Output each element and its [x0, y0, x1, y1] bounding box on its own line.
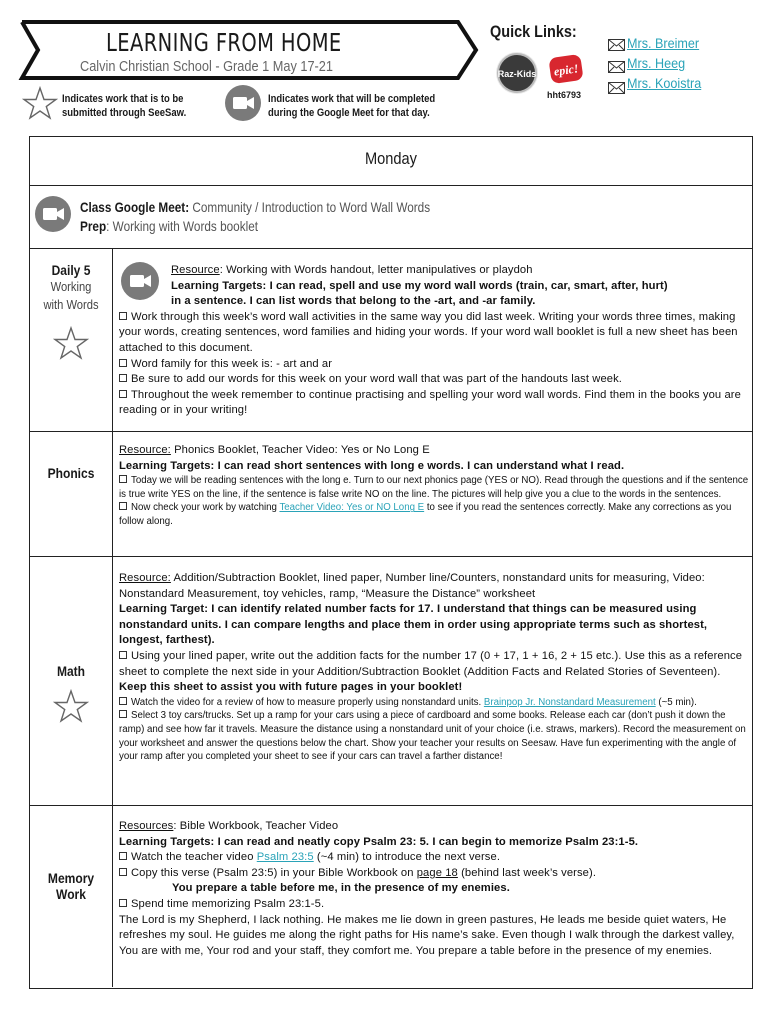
daily5-resource-text: : Working with Words handout, letter manipulatives or playdoh — [219, 264, 533, 276]
checkbox-icon — [119, 359, 127, 367]
memory-label-2: Work — [56, 886, 86, 902]
list-item: Spend time memorizing Psalm 23:1-5. — [119, 897, 749, 913]
math-label-cell — [30, 663, 112, 730]
epic-class-code: hht6793 — [547, 90, 582, 100]
quick-links-title: Quick Links: — [490, 22, 577, 41]
phonics-targets: Learning Targets: I can read short sentences with long e words. I can understand what I read. — [119, 459, 625, 472]
phonics-label-cell — [30, 465, 112, 481]
prep-line — [80, 218, 258, 234]
memory-label-cell — [30, 870, 112, 902]
checkbox-icon — [119, 710, 127, 718]
daily5-sub1: Working — [50, 279, 92, 294]
list-item: Word family for this week is: - art and ar — [119, 357, 749, 373]
math-resource-text: Addition/Subtraction Booklet, lined paper, Number line/Counters, nonstandard units for measuring, Video: Nonstandard Measurement, toy vehicles, ramp, “Measure the Distance” worksheet — [119, 572, 705, 600]
checkbox-icon — [119, 852, 127, 860]
memory-targets: Learning Targets: I can read and neatly copy Psalm 23: 5. I can begin to memorize Psalm 23:1-5. — [119, 835, 639, 848]
daily5-sub2: with Words — [43, 297, 99, 312]
teacher-link-kooistra[interactable]: Mrs. Kooistra — [627, 75, 702, 91]
memory-content — [119, 819, 749, 959]
raz-kids-logo-text: Raz-Kids — [497, 69, 537, 79]
phonics-content — [119, 443, 749, 529]
checkbox-icon — [119, 651, 127, 659]
list-item: Work through this week’s word wall activities in the same way you did last week. Writing your words three times, making your words, creating sentences, word families and hiding your words. If your word wall booklet is full a new sheet has been attached to this document. — [119, 310, 738, 354]
list-item: Watch the teacher video Psalm 23:5 (~4 min) to introduce the next verse. — [119, 850, 749, 866]
psalm-video-link[interactable]: Psalm 23:5 — [256, 851, 314, 864]
math-content — [119, 571, 749, 764]
list-item: Now check your work by watching Teacher Video: Yes or NO Long E to see if you read the sentences correctly. Make any corrections as you follow along. — [119, 502, 732, 527]
math-label: Math — [56, 663, 86, 679]
daily5-content — [119, 263, 749, 419]
memory-verse: You prepare a table before me, in the presence of my enemies. — [172, 882, 510, 895]
list-item: Throughout the week remember to continue practising and spelling your word wall words. Find them in the books you are reading or in your writing! — [119, 388, 741, 417]
memory-resource-label: Resources — [119, 820, 174, 832]
meet-line — [80, 199, 430, 215]
checkbox-icon — [119, 374, 127, 382]
list-item: Select 3 toy cars/trucks. Set up a ramp for your cars using a piece of cardboard and some books. Release each car (don’t push it down the ramp) and see how far it travels. Measure the distance using a nonstandard unit of your choice (i.e. straws, markers). Record the measurement on your worksheet and answer the questions below the chart. Show your teacher your results on Seesaw. Have fun experimenting with the angle of your ramp after you completed your sheet to see if your cars can travel a farther distance! — [119, 710, 746, 763]
checkbox-icon — [119, 312, 127, 320]
checkbox-icon — [119, 899, 127, 907]
checkbox-icon — [119, 868, 127, 876]
daily5-label-cell — [30, 262, 112, 367]
daily5-label: Daily 5 — [51, 262, 91, 278]
teacher-link-breimer[interactable]: Mrs. Breimer — [627, 35, 700, 51]
prep-label: Prep — [80, 218, 107, 234]
legend-meet-text: Indicates work that will be completed during the Google Meet for that day. — [268, 93, 436, 119]
checkbox-icon — [119, 697, 127, 705]
schedule-table — [29, 136, 753, 989]
teacher-link-heeg[interactable]: Mrs. Heeg — [627, 55, 686, 71]
phonics-video-link[interactable]: Teacher Video: Yes or NO Long E — [279, 502, 425, 514]
list-item: Today we will be reading sentences with the long e. Turn to our next phonics page (YES or NO). Read through the questions and if the sentence is true write YES on the line, if the sentence is false write NO on the line. The pictures will help give you a clue to the words in the sentences. — [119, 475, 749, 500]
prep-text: : Working with Words booklet — [106, 218, 259, 234]
video-camera-icon — [224, 84, 262, 127]
page-reference: page 18 — [416, 866, 458, 879]
legend-seesaw-text: Indicates work that is to be submitted through SeeSaw. — [62, 93, 187, 119]
epic-logo-text: epic! — [552, 61, 580, 79]
phonics-resource-label: Resource: — [119, 444, 171, 456]
list-item: Be sure to add our words for this week on your word wall that was part of the handouts last week. — [119, 372, 749, 388]
memory-label-1: Memory — [47, 870, 95, 886]
mail-icon — [608, 60, 625, 78]
math-targets: Learning Target: I can identify related number facts for 17. I understand that things can be measured using nonstandard units. I can compare lengths and place them in order using appropriate terms such as shortest, longest, farthest). — [119, 603, 708, 647]
star-icon — [22, 86, 58, 127]
daily5-targets-2: in a sentence. I can list words that belong to the -art, and -ar family. — [171, 295, 536, 308]
meet-topic: Community / Introduction to Word Wall Words — [192, 199, 431, 215]
video-camera-icon — [34, 195, 72, 238]
daily5-resource-label: Resource — [171, 264, 220, 276]
list-item: Copy this verse (Psalm 23:5) in your Bible Workbook on page 18 (behind last week’s verse). — [119, 866, 749, 882]
mail-icon — [608, 38, 625, 56]
memory-resource-text: : Bible Workbook, Teacher Video — [173, 820, 339, 832]
star-icon — [30, 326, 112, 367]
day-title: Monday — [364, 149, 418, 168]
list-item: Using your lined paper, write out the addition facts for the number 17 (0 + 17, 1 + 16, 2 + 15 etc.). Use this as a reference sheet to complete the next side in your Addition/Subtraction Booklet (Addition Facts and Related Stories of Seventeen). Keep this sheet to assist you with future pages in your booklet! — [119, 649, 743, 694]
page-subtitle: Calvin Christian School - Grade 1 May 17-21 — [80, 58, 333, 75]
math-resource-label: Resource: — [119, 572, 171, 584]
list-item: Watch the video for a review of how to measure properly using nonstandard units. Brainpop Jr. Nonstandard Measurement (~5 min). — [119, 696, 749, 710]
raz-kids-logo[interactable] — [496, 52, 538, 94]
daily5-targets-1: Learning Targets: I can read, spell and use my word wall words (train, car, smart, after, hurt) — [171, 279, 668, 292]
page-title: LEARNING FROM HOME — [106, 28, 342, 57]
mail-icon — [608, 81, 625, 99]
brainpop-video-link[interactable]: Brainpop Jr. Nonstandard Measurement — [483, 696, 656, 708]
phonics-label: Phonics — [47, 465, 95, 481]
epic-logo[interactable] — [548, 52, 584, 86]
meet-label: Class Google Meet: — [80, 199, 190, 215]
phonics-resource-text: Phonics Booklet, Teacher Video: Yes or No Long E — [170, 444, 430, 456]
checkbox-icon — [119, 390, 127, 398]
checkbox-icon — [119, 475, 127, 483]
checkbox-icon — [119, 502, 127, 510]
psalm-text: The Lord is my Shepherd, I lack nothing. He makes me lie down in green pastures, He leads me beside quiet waters, He refreshes my soul. He guides me along the right paths for His name’s sake. Even though I walk through the darkest valley, You are with me, Your rod and your staff, they comfort me. You prepare a table before in the presence of my enemies. — [119, 913, 735, 957]
star-icon — [30, 689, 112, 730]
